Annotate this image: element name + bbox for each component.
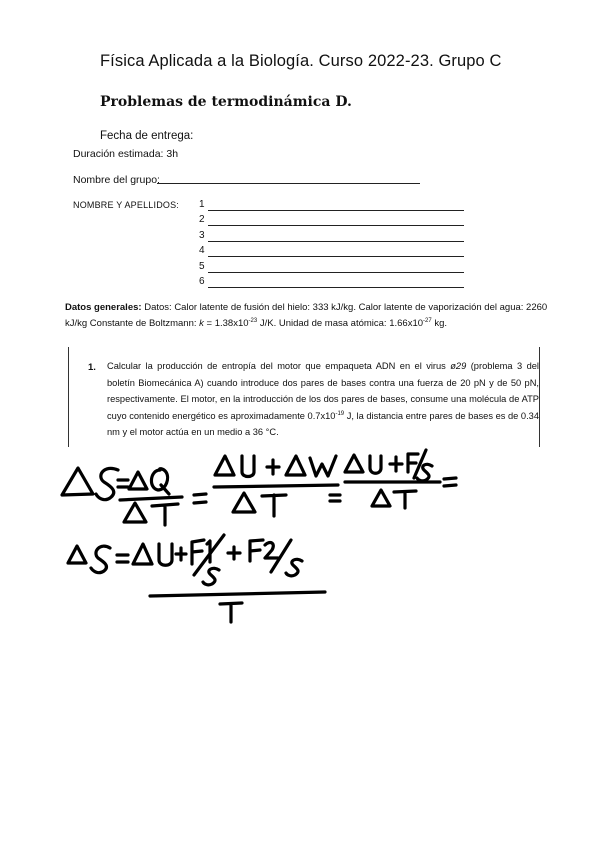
name-line	[208, 241, 464, 242]
name-line	[208, 225, 464, 226]
duracion-label: Duración estimada: 3h	[73, 148, 179, 160]
datos-text-3: kg.	[434, 318, 448, 329]
nombres-label: NOMBRE Y APELLIDOS:	[73, 200, 180, 210]
name-row[interactable]	[199, 276, 464, 291]
name-line	[208, 256, 464, 257]
grupo-label: Nombre del grupo:	[73, 174, 160, 186]
atp-exponent: -19	[335, 410, 345, 417]
k-symbol: k	[199, 318, 204, 329]
problem-statement	[107, 358, 539, 441]
name-line	[208, 210, 464, 211]
name-row[interactable]	[199, 245, 464, 260]
datos-label: Datos generales:	[65, 302, 142, 313]
k-value: = 1.38x10	[206, 318, 249, 329]
name-row[interactable]	[199, 199, 464, 214]
name-row-number: 3	[199, 230, 205, 241]
problem-text-a: Calcular la producción de entropía del motor que empaqueta ADN en el virus	[107, 361, 446, 371]
grupo-input-line[interactable]	[157, 183, 420, 184]
problem-number: 1.	[88, 362, 96, 373]
problem-text-b: (problema 3 del boletín Biomecánica A) cuando introduce dos pares de bases contra una fuerza de 20 pN y de 50 pN, respectivamente. El motor, en la introducción de los dos pares de bases, consume una molécula de ATP cuyo contenido energético es aproximadamente 0.7x10	[107, 361, 539, 421]
name-row-number: 4	[199, 245, 205, 256]
problem-text-c: J, la distancia entre pares de bases es de 0.34 nm y el motor actúa en un medio a 36 °C.	[107, 410, 539, 437]
phi29-symbol: ø29	[450, 361, 467, 371]
datos-generales	[65, 300, 550, 332]
name-row[interactable]	[199, 214, 464, 229]
handwritten-entropy-equations	[0, 430, 600, 640]
datos-text-2: J/K. Unidad de masa atómica: 1.66x10	[259, 318, 424, 329]
datos-prefix: Datos:	[144, 302, 172, 313]
name-line	[208, 287, 464, 288]
page-subtitle: Problemas de termodinámica D.	[100, 94, 352, 110]
name-row-number: 6	[199, 276, 205, 287]
fecha-entrega-label: Fecha de entrega:	[100, 130, 194, 142]
datos-text-1: Calor latente de fusión del hielo: 333 kJ/kg. Calor latente de vaporización del agua: 2260 kJ/kg Constante de Boltzmann:	[65, 302, 548, 329]
name-line	[208, 272, 464, 273]
name-row-number: 1	[199, 199, 205, 210]
name-row-number: 5	[199, 261, 205, 272]
name-row[interactable]	[199, 261, 464, 276]
u-exponent: -27	[423, 317, 432, 324]
k-exponent: -23	[248, 317, 258, 324]
name-row-number: 2	[199, 214, 205, 225]
name-row[interactable]	[199, 230, 464, 245]
page-title: Física Aplicada a la Biología. Curso 2022-23. Grupo C	[100, 52, 502, 70]
